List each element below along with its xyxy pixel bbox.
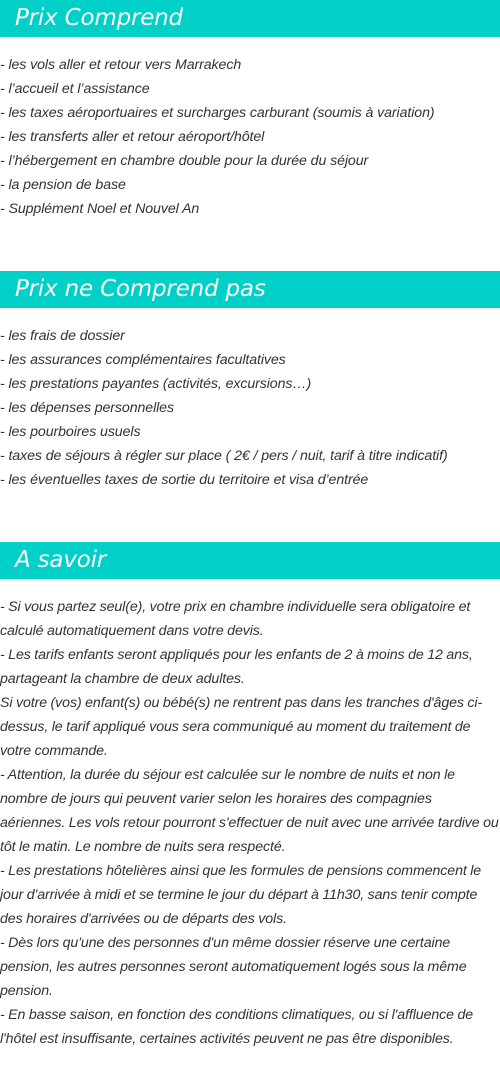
- info-paragraph: - Si vous partez seul(e), votre prix en chambre individuelle sera obligatoire et calculé automatiquement dans votre devis.: [0, 599, 471, 639]
- excluded-list: [0, 324, 500, 492]
- list-item: - la pension de base: [0, 177, 126, 193]
- list-item: - les taxes aéroportuaires et surcharges carburant (soumis à variation): [0, 105, 435, 121]
- list-item: - les prestations payantes (activités, excursions…): [0, 376, 312, 392]
- section-header-prix-ne-comprend-pas: Prix ne Comprend pas: [0, 271, 500, 308]
- section-header-a-savoir: A savoir: [0, 542, 500, 579]
- list-item: - Supplément Noel et Nouvel An: [0, 201, 200, 217]
- list-item: - taxes de séjours à régler sur place ( 2€ / pers / nuit, tarif à titre indicatif): [0, 448, 448, 464]
- info-paragraph: - Les tarifs enfants seront appliqués pour les enfants de 2 à moins de 12 ans, partageant la chambre de deux adultes.: [0, 647, 473, 687]
- list-item: - l’hébergement en chambre double pour la durée du séjour: [0, 153, 369, 169]
- list-item: - l’accueil et l’assistance: [0, 81, 150, 97]
- info-paragraph: - Attention, la durée du séjour est calculée sur le nombre de nuits et non le nombre de jours qui peuvent varier selon les horaires des compagnies aériennes. Les vols retour pourront s'effectuer de nuit avec une arrivée tardive ou tôt le matin. Le nombre de nuits sera respecté.: [0, 767, 499, 855]
- info-paragraph: - Dès lors qu'une des personnes d'un même dossier réserve une certaine pension, les autres personnes seront automatiquement logés sous la même pension.: [0, 935, 467, 999]
- list-item: - les éventuelles taxes de sortie du territoire et visa d’entrée: [0, 472, 369, 488]
- info-paragraph: - Les prestations hôtelières ainsi que les formules de pensions commencent le jour d'arrivée à midi et se termine le jour du départ à 11h30, sans tenir compte des horaires d'arrivées ou de départs des vols.: [0, 863, 482, 927]
- included-list: [0, 53, 500, 221]
- list-item: - les transferts aller et retour aéroport/hôtel: [0, 129, 265, 145]
- info-paragraphs: [0, 595, 500, 1051]
- list-item: - les frais de dossier: [0, 328, 125, 344]
- section-header-prix-comprend: Prix Comprend: [0, 0, 500, 37]
- list-item: - les vols aller et retour vers Marrakech: [0, 57, 242, 73]
- list-item: - les dépenses personnelles: [0, 400, 174, 416]
- info-paragraph: - En basse saison, en fonction des conditions climatiques, ou si l'affluence de l'hôtel est insuffisante, certaines activités peuvent ne pas être disponibles.: [0, 1007, 474, 1047]
- list-item: - les pourboires usuels: [0, 424, 141, 440]
- list-item: - les assurances complémentaires facultatives: [0, 352, 286, 368]
- info-paragraph: Si votre (vos) enfant(s) ou bébé(s) ne rentrent pas dans les tranches d'âges ci-dessus, le tarif appliqué vous sera communiqué au moment du traitement de votre commande.: [0, 695, 483, 759]
